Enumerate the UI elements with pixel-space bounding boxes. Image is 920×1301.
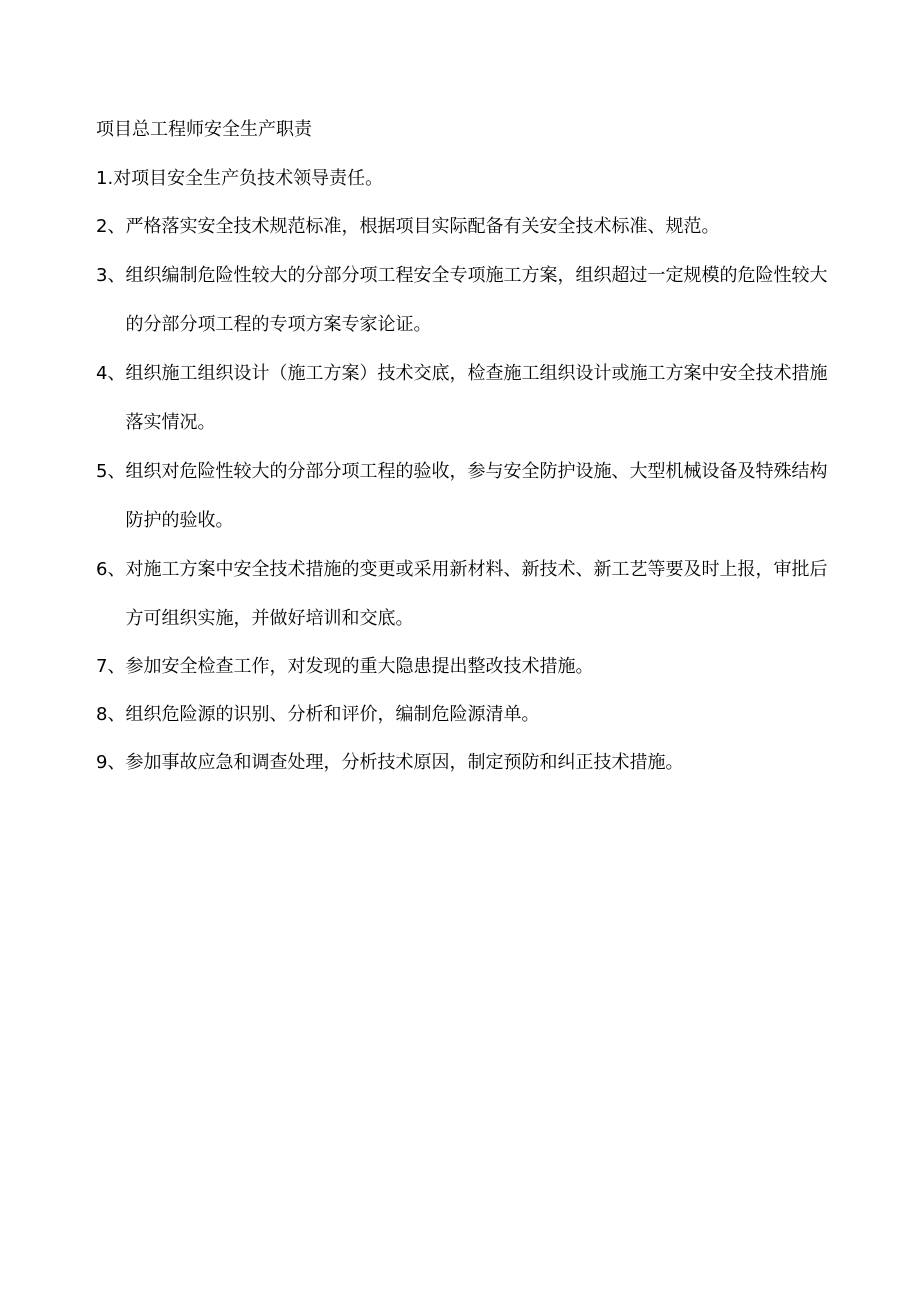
item-number: 5、 xyxy=(96,461,126,482)
list-item xyxy=(96,545,836,643)
item-number: 6、 xyxy=(96,559,126,580)
duty-list xyxy=(96,165,836,797)
item-text: 组织编制危险性较大的分部分项工程安全专项施工方案，组织超过一定规模的危险性较大的分部分项工程的专项方案专家论证。 xyxy=(125,265,828,335)
list-item xyxy=(96,349,836,447)
item-text: 严格落实安全技术规范标准，根据项目实际配备有关安全技术标准、规范。 xyxy=(125,216,720,237)
item-text: 组织危险源的识别、分析和评价，编制危险源清单。 xyxy=(125,704,540,725)
item-text: 对项目安全生产负技术领导责任。 xyxy=(113,168,384,189)
item-number: 8、 xyxy=(96,704,126,725)
list-item xyxy=(96,749,836,777)
item-number: 1. xyxy=(96,168,114,189)
list-item xyxy=(96,447,836,545)
document-title: 项目总工程师安全生产职责 xyxy=(96,119,312,140)
item-text: 参加事故应急和调查处理，分析技术原因，制定预防和纠正技术措施。 xyxy=(125,752,684,773)
item-text: 对施工方案中安全技术措施的变更或采用新材料、新技术、新工艺等要及时上报，审批后方可组织实施，并做好培训和交底。 xyxy=(125,559,828,629)
item-text: 组织施工组织设计（施工方案）技术交底，检查施工组织设计或施工方案中安全技术措施落实情况。 xyxy=(125,363,828,433)
item-text: 组织对危险性较大的分部分项工程的验收，参与安全防护设施、大型机械设备及特殊结构防护的验收。 xyxy=(125,461,828,531)
list-item xyxy=(96,653,836,681)
item-number: 2、 xyxy=(96,216,126,237)
item-number: 7、 xyxy=(96,656,126,677)
item-number: 3、 xyxy=(96,265,126,286)
item-number: 9、 xyxy=(96,752,126,773)
item-text: 参加安全检查工作，对发现的重大隐患提出整改技术措施。 xyxy=(125,656,594,677)
list-item xyxy=(96,701,836,729)
list-item xyxy=(96,251,836,349)
list-item xyxy=(96,165,836,193)
list-item xyxy=(96,213,836,241)
item-number: 4、 xyxy=(96,363,126,384)
